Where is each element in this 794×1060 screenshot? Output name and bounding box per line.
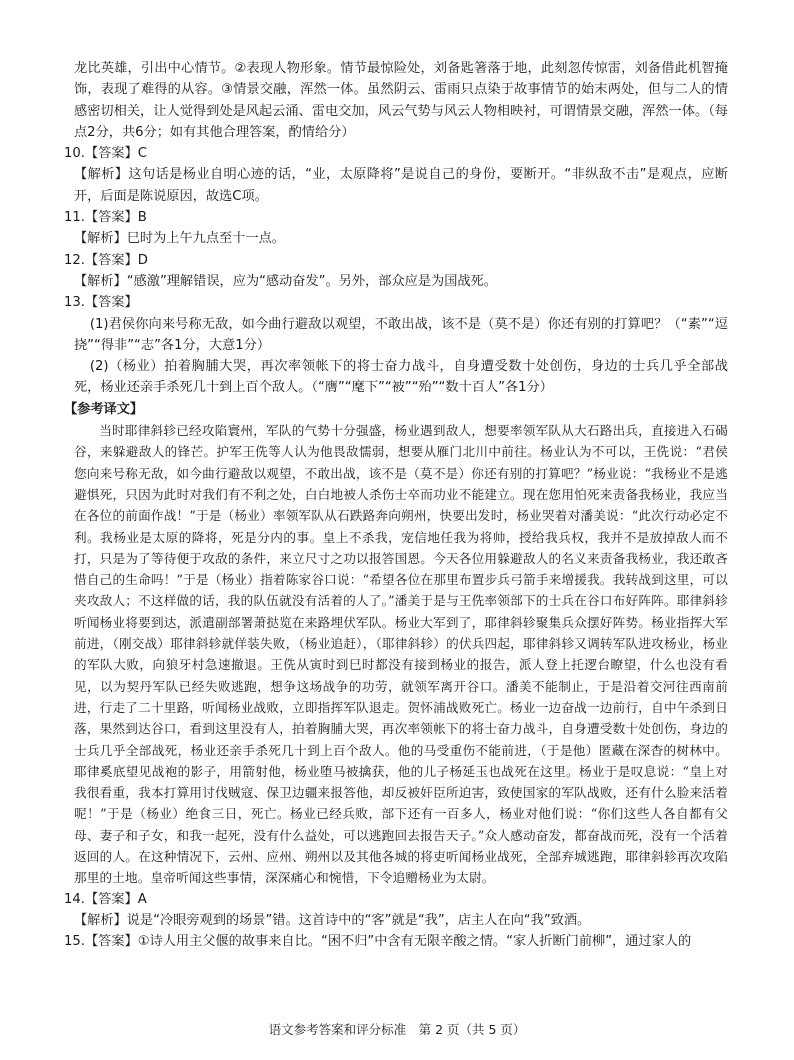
translation-heading: 【参考译文】 (64, 401, 144, 417)
q14-answer: 14.【答案】A (64, 891, 147, 907)
intro-paragraph: 龙比英雄，引出中心情节。②表现人物形象。情节最惊险处，刘备匙箸落于地，此刻忽传惊雷，刘备借此机智掩饰，表现了难得的从容。③情景交融，浑然一体。虽然阴云、雷雨只点染于故事情节的始末两处，但与二人的情感密切相关，让人觉得到处是风起云涌、雷电交加，风云气势与风云人物相映衬，可谓情景交融，浑然一体。（每点2分，共6分；如有其他合理答案，酌情给分） (74, 61, 728, 140)
page-footer: 语文参考答案和评分标准 第 2 页（共 5 页） (268, 1022, 526, 1037)
q13-item-1: (1)君侯你向来号称无敌，如今曲行避敌以观望，不敢出战，该不是（莫不是）你还有别的打算吧？（“素”“逗挠”“得非”“志”各1分，大意1分） (74, 316, 728, 353)
q11-answer: 11.【答案】B (64, 210, 147, 226)
q10-answer: 10.【答案】C (64, 146, 147, 162)
q11-analysis: 【解析】巳时为上午九点至十一点。 (74, 231, 285, 247)
q14-analysis: 【解析】说是“冷眼旁观到的场景”错。这首诗中的“客”就是“我”，店主人在向“我”致酒。 (74, 912, 591, 928)
q12-analysis: 【解析】“感激”理解错误，应为“感动奋发”。另外，部众应是为国战死。 (74, 273, 497, 289)
translation-text: 当时耶律斜轸已经攻陷寰州，军队的气势十分强盛，杨业遇到敌人，想要率领军队从大石路出兵，直接进入石碣谷，来躲避敌人的锋芒。护军王侁等人认为他畏敌懦弱，想要从雁门北川中前往。杨业认为不可以，王侁说：“君侯您向来号称无敌，如今曲行避敌以观望，不敢出战，该不是（莫不是）你还有别的打算吧？”杨业说：“我杨业不是逃避惧死，只因为此时对我们有不利之处，白白地被人杀伤士卒而功业不能建立。现在您用怕死来责备我杨业，我应当在各位的前面作战！”于是（杨业）率领军队从石跌路奔向朔州，快要出发时，杨业哭着对潘美说：“此次行动必定不利。我杨业是太原的降将，死是分内的事。皇上不杀我，宠信地任我为将帅，授给我兵权，我并不是放掉敌人而不打，只是为了等待便于攻敌的条件，来立尺寸之功以报答国恩。今天各位用躲避敌人的名义来责备我杨业，我还敢吝惜自己的生命吗！”于是（杨业）指着陈家谷口说：“希望各位在那里布置步兵弓箭手来增援我。我转战到这里，可以夹攻敌人；不这样做的话，我的队伍就没有活着的人了。”潘美于是与王侁率领部下的士兵在谷口布好阵阵。耶律斜轸听闻杨业将要到达，派遣副部署萧挞览在来路埋伏军队。杨业大军到了，耶律斜轸聚集兵众摆好阵势。杨业指挥大军前进，（刚交战）耶律斜轸就佯装失败，（杨业追赶），（耶律斜轸）的伏兵四起，耶律斜轸又调转军队进攻杨业，杨业的军队大败，向狼牙村急速撤退。王侁从寅时到巳时都没有接到杨业的报告，派人登上托逻台瞭望，什么也没有看见，以为契丹军队已经失败逃跑，想争这场战争的功劳，就领军离开谷口。潘美不能制止，于是沿着交河往西南前进，行走了二十里路，听闻杨业战败，立即指挥军队退走。贺怀浦战败死亡。杨业一边奋战一边前行，自中午杀到日落，果然到达谷口，看到这里没有人，拍着胸脯大哭，再次率领帐下的将士奋力战斗，自身遭受数十处创伤，身边的士兵几乎全部战死，杨业还亲手杀死几十到上百个敌人。他的马受重伤不能前进，（于是他）匿藏在深杳的树林中。耶律奚底望见战袍的影子，用箭射他，杨业堕马被擒获，他的儿子杨延玉也战死在这里。杨业于是叹息说：“皇上对我很看重，我本打算用讨伐贼寇、保卫边疆来报答他，却反被奸臣所迫害，致使国家的军队战败，还有什么脸来活着呢！”于是（杨业）绝食三日，死亡。杨业已经兵败，部下还有一百多人，杨业对他们说：“你们这些人各自都有父母、妻子和子女，和我一起死，没有什么益处，可以逃跑回去报告天子。”众人感动奋发，都奋战而死，没有一个活着返回的人。在这种情况下，云州、应州、朔州以及其他各城的将吏听闻杨业战死，全部弃城逃跑，耶律斜轸再次攻陷那里的土地。皇帝听闻这些事情，深深痛心和惋惜，下令追赠杨业为太尉。 (74, 423, 728, 886)
q13-item-2: (2)（杨业）拍着胸脯大哭，再次率领帐下的将士奋力战斗，自身遭受数十处创伤，身边的士兵几乎全部战死，杨业还亲手杀死几十到上百个敌人。（“膺”“麾下”“被”“殆”“数十百人”各1分） (74, 359, 728, 396)
q13-answer: 13.【答案】 (64, 295, 138, 311)
q12-answer: 12.【答案】D (64, 252, 148, 268)
q15-answer: 15.【答案】①诗人用主父偃的故事来自比。“困不归”中含有无限辛酸之情。“家人折断门前柳”，通过家人的 (64, 934, 692, 950)
q10-analysis: 【解析】这句话是杨业自明心迹的话，“业，太原降将”是说自己的身份，要断开。“非纵敌不击”是观点，应断开，后面是陈说原因，故选C项。 (74, 167, 728, 204)
